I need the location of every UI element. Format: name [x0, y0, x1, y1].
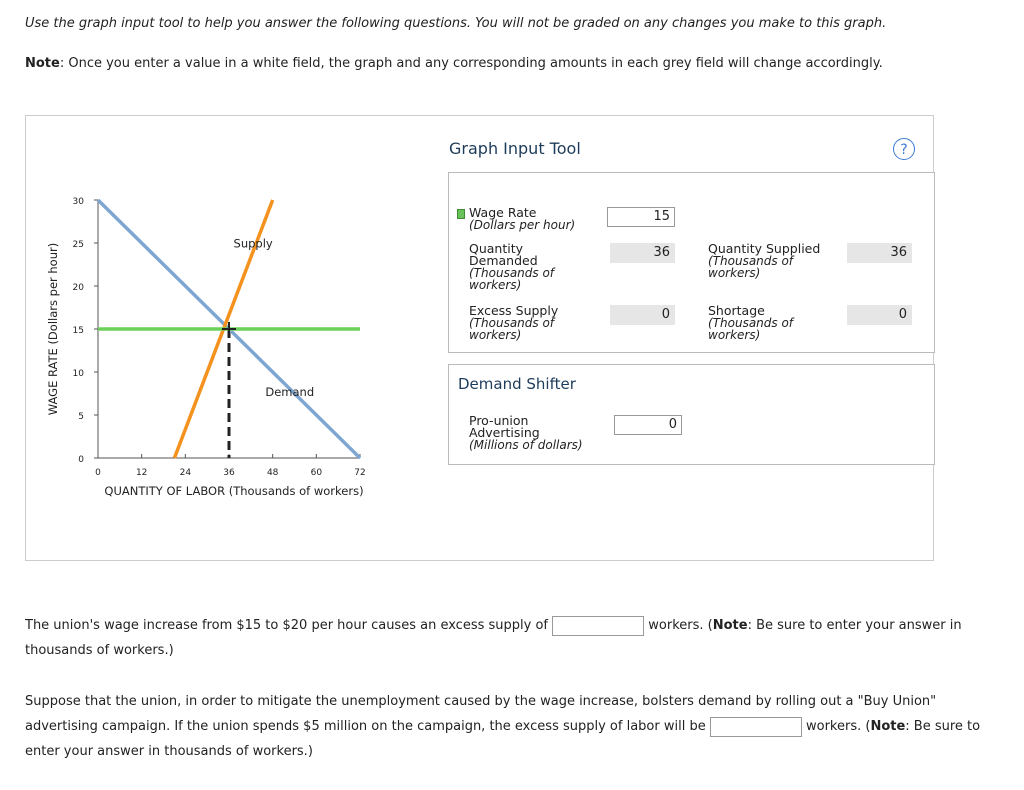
quantity-supplied-title: Quantity Supplied [708, 241, 821, 256]
pro-union-advertising-input[interactable]: 0 [614, 415, 682, 435]
x-tick-label: 48 [266, 468, 279, 478]
y-tick-label: 5 [78, 412, 84, 422]
demand-label: Demand [265, 385, 315, 400]
pro-union-advertising-unit: (Millions of dollars) [469, 438, 583, 452]
excess-supply-label [469, 305, 579, 341]
wage-rate-unit: (Dollars per hour) [469, 218, 576, 232]
y-tick-label: 15 [72, 326, 84, 336]
q2-answer-input[interactable] [710, 717, 802, 737]
note-label: Note [25, 56, 60, 71]
q2-tail: : Be sure to enter your answer in thousands of workers.) [25, 719, 981, 759]
note-text [25, 56, 883, 71]
demand-shifter-title: Demand Shifter [458, 375, 576, 393]
shortage-label [708, 305, 833, 341]
x-tick-label: 36 [223, 468, 235, 478]
question-1 [25, 613, 965, 663]
graph-input-tool-title: Graph Input Tool [449, 139, 581, 158]
quantity-demanded-unit: (Thousands of workers) [469, 266, 555, 292]
y-axis-label: WAGE RATE (Dollars per hour) [46, 242, 60, 416]
supply-label: Supply [233, 236, 273, 251]
quantity-supplied-unit: (Thousands of workers) [708, 254, 794, 280]
q2-note-label: Note [870, 719, 906, 734]
excess-supply-value: 0 [610, 305, 675, 325]
x-axis-label: QUANTITY OF LABOR (Thousands of workers) [104, 484, 364, 498]
wage-rate-title: Wage Rate [469, 205, 537, 220]
q1-note-label: Note [712, 618, 748, 633]
pro-union-advertising-label [469, 415, 599, 451]
shortage-value: 0 [847, 305, 912, 325]
quantity-supplied-label [708, 243, 833, 279]
shortage-unit: (Thousands of workers) [708, 316, 794, 342]
wage-rate-input[interactable]: 15 [607, 207, 675, 227]
question-2 [25, 689, 1000, 764]
q1-after: workers. ( [648, 618, 713, 633]
wage-rate-label [469, 207, 599, 231]
x-tick-label: 0 [95, 468, 101, 478]
x-tick-label: 24 [179, 468, 192, 478]
labor-market-chart[interactable] [40, 185, 385, 505]
x-tick-label: 72 [354, 468, 366, 478]
y-tick-label: 20 [72, 283, 84, 293]
excess-supply-unit: (Thousands of workers) [469, 316, 555, 342]
y-tick-label: 30 [72, 197, 84, 207]
excess-supply-title: Excess Supply [469, 303, 559, 318]
x-tick-label: 60 [310, 468, 323, 478]
q1-tail: : Be sure to enter your answer in thousands of workers.) [25, 618, 962, 658]
q2-text: Suppose that the union, in order to mitigate the unemployment caused by the wage increase, bolsters demand by rolling out a "Buy Union" advertising campaign. If the union spends $5 million on the campaign, the excess supply of labor will be [25, 694, 937, 734]
y-tick-label: 0 [78, 455, 84, 465]
q2-after: workers. ( [805, 719, 871, 734]
quantity-supplied-value: 36 [847, 243, 912, 263]
quantity-demanded-value: 36 [610, 243, 675, 263]
pro-union-advertising-title: Pro-union Advertising [469, 413, 540, 440]
y-tick-label: 25 [72, 240, 84, 250]
shortage-title: Shortage [708, 303, 765, 318]
q1-text: The union's wage increase from $15 to $20 per hour causes an excess supply of [25, 618, 548, 633]
note-body: : Once you enter a value in a white field, the graph and any corresponding amounts in each grey field will change accordingly. [59, 56, 883, 71]
y-tick-label: 10 [72, 369, 84, 379]
chart-series [98, 200, 360, 458]
q1-answer-input[interactable] [552, 616, 644, 636]
chart-axes [46, 197, 366, 498]
x-tick-label: 12 [135, 468, 148, 478]
wage-line-swatch [457, 209, 465, 219]
help-icon[interactable]: ? [893, 138, 915, 160]
quantity-demanded-label [469, 243, 579, 291]
quantity-demanded-title: Quantity Demanded [469, 241, 538, 268]
intro-text: Use the graph input tool to help you answer the following questions. You will not be graded on any changes you make to this graph. [25, 16, 887, 31]
